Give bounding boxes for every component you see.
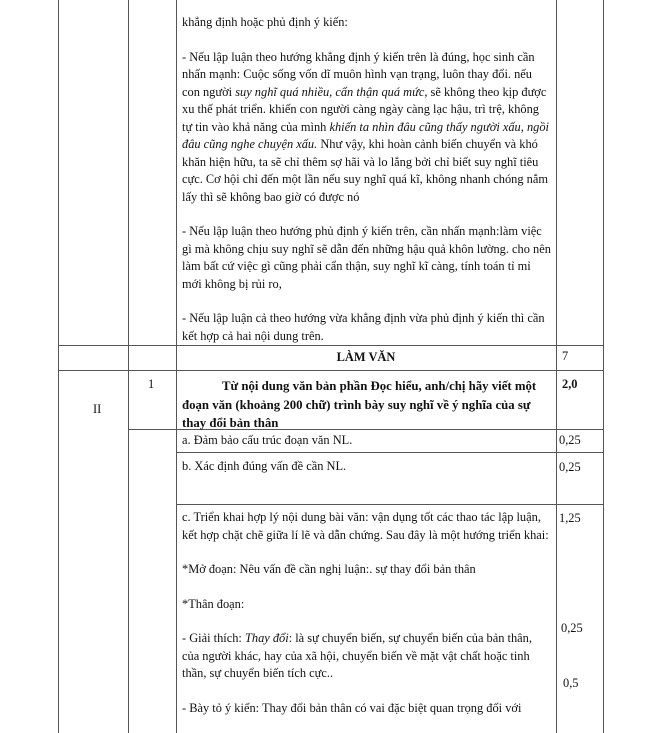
criterion-b-score: 0,25	[559, 460, 581, 474]
part-number: II	[93, 402, 102, 416]
giai-thich-score-1: 0,25	[561, 621, 583, 635]
row-divider-title	[58, 370, 604, 371]
top-block	[182, 14, 552, 345]
giai-thich: - Giải thích: Thay đổi: là sự chuyển biến, sự chuyển biến của bản thân, của người khác, hay của xã hội, chuyển biến về mặt vật chất hoặc tinh thần, sự chuyển biến tích cực..	[182, 631, 532, 680]
mo-doan: *Mở đoạn: Nêu vấn đề cần nghị luận:. sự thay đổi bản thân	[182, 562, 476, 576]
criterion-c	[182, 509, 552, 717]
criterion-c-score: 1,25	[559, 511, 581, 525]
top-line-0: khẳng định hoặc phủ định ý kiến:	[182, 15, 348, 29]
criterion-a: a. Đảm bảo cấu trúc đoạn văn NL.	[182, 433, 353, 447]
section-title: LÀM VĂN	[336, 350, 396, 364]
section-title-score: 7	[562, 349, 569, 363]
row-divider-section	[58, 345, 604, 346]
than-doan: *Thân đoạn:	[182, 596, 245, 611]
bay-to-y-kien: - Bày tỏ ý kiến: Thay đổi bản thân có vai đặc biệt quan trọng đối với	[182, 700, 522, 715]
table-border-left	[58, 0, 59, 733]
table-border-col4	[556, 0, 557, 733]
top-paragraph-1: - Nếu lập luận theo hướng khẳng định ý kiến trên là đúng, học sinh cần nhấn mạnh: Cuộc sống vốn dĩ muôn hình vạn trạng, luôn thay đổi. nếu con người suy nghĩ quá nhiều, cẩn thận quá mức, sẽ không theo kịp được xu thế phát triển. khiến con người càng ngày càng lạc hậu, trì trệ, không tự tin vào khả năng của mình khiến ta nhìn đâu cũng thấy người xấu, ngồi đâu cũng nghe chuyện xấu. Như vậy, khi hoàn cảnh biến chuyển và khó khăn hiện hữu, ta sẽ chỉ thêm sợ hãi và lo lắng bởi chỉ biết suy nghĩ tiêu cực. Cơ hội chỉ đến một lần nếu suy nghĩ quá kĩ, không nhanh chóng nắm lấy thì sẽ không bao giờ có được nó	[182, 49, 549, 204]
top-paragraph-2: - Nếu lập luận theo hướng phủ định ý kiến trên, cần nhấn mạnh:làm việc gì mà không chịu suy nghĩ sẽ dẫn đến những hậu quả khôn lường. cho nên làm bất cứ việc gì cũng phải cẩn thận, suy nghĩ kĩ càng, tính toán tỉ mỉ mới không bị rủi ro,	[182, 224, 551, 291]
top-paragraph-3: - Nếu lập luận cả theo hướng vừa khẳng định vừa phủ định ý kiến thì cần kết hợp cả hai nội dung trên.	[182, 311, 545, 343]
giai-thich-score-2: 0,5	[563, 676, 579, 690]
question-score: 2,0	[562, 377, 578, 391]
question-number: 1	[148, 377, 155, 391]
row-divider-b	[176, 504, 604, 505]
criterion-a-score: 0,25	[559, 433, 581, 447]
table-border-right	[603, 0, 604, 733]
criterion-c-intro: c. Triển khai hợp lý nội dung bài văn: vận dụng tốt các thao tác lập luận, kết hợp chặt chẽ giữa lí lẽ và dẫn chứng. Sau đây là một hướng triển khai:	[182, 510, 549, 542]
row-divider-a	[176, 452, 604, 453]
criterion-b: b. Xác định đúng vấn đề cần NL.	[182, 459, 347, 473]
question-prompt: Từ nội dung văn bản phần Đọc hiểu, anh/chị hãy viết một đoạn văn (khoảng 200 chữ) trình bày suy nghĩ về ý nghĩa của sự thay đổi bản thân	[182, 379, 537, 430]
table-border-col3	[176, 0, 177, 733]
table-border-col2	[128, 0, 129, 733]
